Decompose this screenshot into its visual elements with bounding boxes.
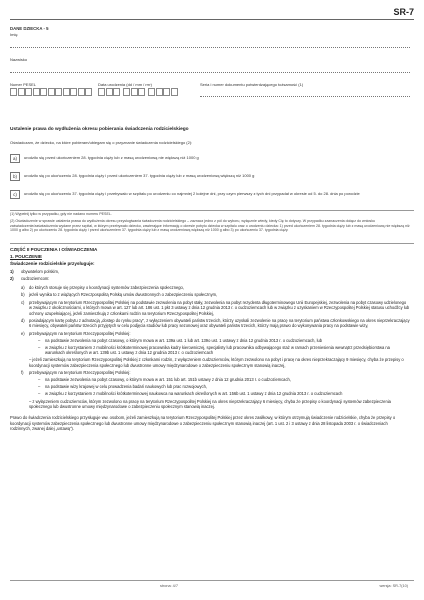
form-code: SR-7: [393, 7, 414, 17]
f-dash-1: – na podstawie zezwolenia na pobyt czasowy, o którym mowa w art. 151 lub art. 151b ustawy z dnia 12 grudnia 2013 r. o cudzoziemcach,: [38, 376, 291, 382]
top-divider: [10, 19, 414, 20]
first-name-field[interactable]: [10, 47, 410, 48]
list-item-a: a) do których stosuje się przepisy o koordynacji systemów zabezpieczenia społecznego,: [21, 284, 184, 290]
part2-title: CZĘŚĆ II POUCZENIA I OŚWIADCZENIA: [10, 247, 98, 252]
id-document-label: Seria i numer dokumentu potwierdzającego tożsamość (1): [200, 82, 304, 87]
option-b[interactable]: [10, 172, 410, 181]
option-b-text: urodziło się po ukończeniu 28. tygodnia ciąży i przed ukończeniem 37. tygodnia ciąży lub z masą urodzeniową większą niż 1000 g: [24, 173, 255, 178]
instruction-heading: 1. POUCZENIE: [10, 254, 42, 260]
first-name-label: Imię: [10, 32, 18, 37]
page-number: strona: 4/7: [160, 584, 178, 588]
checkbox-a[interactable]: a): [10, 154, 20, 163]
footnote-1: (1) Wypełnij tylko w przypadku, gdy nie nadano numeru PESEL.: [10, 212, 112, 216]
point-2: 2) cudzoziemcom:: [10, 276, 50, 282]
footnote-divider: [10, 210, 414, 211]
part2-body: [10, 247, 410, 431]
extension-intro: Oświadczam, że dziecko, na które pobieram/ubiegam się o przyznanie świadczenia rodzicielskiego (2):: [10, 140, 193, 145]
part2-divider: [10, 243, 414, 244]
dob-label: Data urodzenia (dd / mm / rrrr): [98, 82, 153, 87]
e-dash-2: – w związku z korzystaniem z mobilności krótkoterminowej pracownika kadry kierowniczej, specjalisty lub pracownika odbywającego staż w ramach przeniesienia wewnątrz przedsiębiorstwa na warunkach określonych w art. 139b ust. 1 ustawy z dnia 12 grudnia 2013 r. o cudzoziemcach: [38, 344, 390, 356]
instruction-intro: Świadczenie rodzicielskie przysługuje:: [10, 261, 95, 267]
point-1: 1) obywatelom polskim,: [10, 269, 59, 275]
option-a-text: urodziło się przed ukończeniem 28. tygodnia ciąży lub z masą urodzeniową nie większą niż 1000 g: [24, 155, 199, 160]
list-item-f: f) przebywającym na terytorium Rzeczypospolitej Polskiej:: [21, 370, 131, 376]
surname-label: Nazwisko: [10, 57, 28, 62]
extension-title: Ustalenie prawa do wydłużenia okresu pobierania świadczenia rodzicielskiego: [10, 127, 189, 132]
option-a[interactable]: [10, 154, 410, 163]
f-dash-3: – w związku z korzystaniem z mobilności krótkoterminowej naukowca na warunkach określonych w art. 156b ust. 1 ustawy z dnia 12 grudnia 2013 r. o cudzoziemcach: [38, 391, 343, 397]
id-document-field[interactable]: [200, 96, 410, 97]
closing-paragraph: Prawo do świadczenia rodzicielskiego przysługuje ww. osobom, jeżeli zamieszkują na terytorium Rzeczypospolitej Polskiej przez okres zasiłkowy, w którym otrzymują świadczenie rodzicielskie, chyba że przepisy o koordynacji systemów zabezpieczenia społecznego lub dwustronne umowy międzynarodowe o zabezpieczeniu społecznym stanowią inaczej (art. 1 ust. 2 i 3 ustawy z dnia 28 listopada 2003 r. o świadczeniach rodzinnych, zwanej dalej „ustawą”).: [10, 415, 396, 432]
list-item-e: e) przebywającym na terytorium Rzeczypospolitej Polskiej:: [21, 331, 131, 337]
f-dash-2: – na podstawie wizy krajowej w celu prowadzenia badań naukowych lub prac rozwojowych,: [38, 384, 208, 390]
option-c[interactable]: [10, 190, 408, 199]
f-tail: – z wyłączeniem cudzoziemców, którym zezwolono na pracę na terytorium Rzeczypospolitej Polskiej na okres nieprzekraczający 6 miesięcy, chyba że przepisy o koordynacji systemów zabezpieczenia społecznego lub dwustronne umowy międzynarodowe o zabezpieczeniu społecznym stanowią inaczej.: [29, 398, 391, 409]
form-version: wersja: SR-7(10): [379, 584, 408, 588]
footer-divider: [10, 580, 414, 581]
checkbox-b[interactable]: b): [10, 172, 20, 181]
checkbox-c[interactable]: c): [10, 190, 20, 199]
pesel-label: Numer PESEL: [10, 82, 37, 87]
form-page: [10, 0, 414, 600]
dob-input[interactable]: [98, 88, 178, 96]
option-c-text: urodziło się po ukończeniu 37. tygodnia ciąży i przebywało w szpitalu po urodzeniu co najmniej 2 kolejne dni, przy czym pierwszy z tych dni przypadał w okresie od 5. do 28. dnia po porodzie: [24, 191, 360, 196]
footnote-2: (2) Oświadczenie w sprawie ustalenia prawa do wydłużenia okresu przysługiwania świadczenia rodzicielskiego – zaznacz jedno z pól do wyboru, wyłącznie wtedy, kiedy Cię to dotyczy. W przypadku zaznaczenia dołącz do wniosku zaświadczenie/zaświadczenia wydane przez szpital, w którym przebywało dziecko, zawierające informację o okresie pobytu dziecka w szpitalu oraz o urodzeniu dziecka: 1) przed ukończeniem 28. tygodnia ciąży lub z masą urodzeniową nie większą niż 1000 g albo 2) po ukończeniu 28. tygodnia ciąży i przed ukończeniem 37. tygodnia ciąży lub z masą urodzeniową większą niż 1000 g albo 3) po ukończeniu 37. tygodnia ciąży.: [10, 219, 410, 233]
list-item-b: b) jeżeli wynika to z wiążących Rzeczpospolitą Polską umów dwustronnych o zabezpieczeniu społecznym,: [21, 292, 218, 298]
list-item-c: c) przebywającym na terytorium Rzeczypospolitej Polskiej na podstawie zezwolenia na pobyt stały, zezwolenia na pobyt rezydenta długoterminowego Unii Europejskiej, zezwolenia na pobyt czasowy udzielonego w związku z okolicznościami, o których mowa w art. 127 lub art. 186 ust. 1 pkt 3 ustawy z dnia 12 grudnia 2013 r. o cudzoziemcach lub w związku z uzyskaniem w Rzeczypospolitej Polskiej statusu uchodźcy lub ochrony uzupełniającej, jeżeli zamieszkują z członkami rodzin na terytorium Rzeczypospolitej Polskiej,: [21, 299, 410, 316]
e-tail: – jeżeli zamieszkują na terytorium Rzeczypospolitej Polskiej z członkami rodzin, z wyłączeniem cudzoziemców, którym zezwolono na pobyt i pracę na okres nieprzekraczający 9 miesięcy, chyba że przepisy o koordynacji systemów zabezpieczenia społecznego lub dwustronne umowy międzynarodowe o zabezpieczeniu społecznym stanowią inaczej,: [29, 357, 404, 368]
pesel-input[interactable]: [10, 88, 93, 96]
list-item-d: d) posiadającym kartę pobytu z adnotacją „dostęp do rynku pracy”, z wyłączeniem obywateli państw trzecich, którzy uzyskali zezwolenie na pracę na terytorium państwa członkowskiego na okres nieprzekraczający 6 miesięcy, obywateli państw trzecich przyjętych w celu podjęcia studiów lub pracy sezonowej oraz obywateli państw trzecich, którzy mają prawo do wykonywania pracy na podstawie wizy,: [21, 318, 410, 329]
e-dash-1: – na podstawie zezwolenia na pobyt czasowy, o którym mowa w art. 139a ust. 1 lub art. 139o ust. 1 ustawy z dnia 12 grudnia 2013 r. o cudzoziemcach, lub: [38, 337, 323, 343]
child-heading: DANE DZIECKA - 5: [10, 26, 49, 31]
surname-field[interactable]: [10, 72, 410, 73]
